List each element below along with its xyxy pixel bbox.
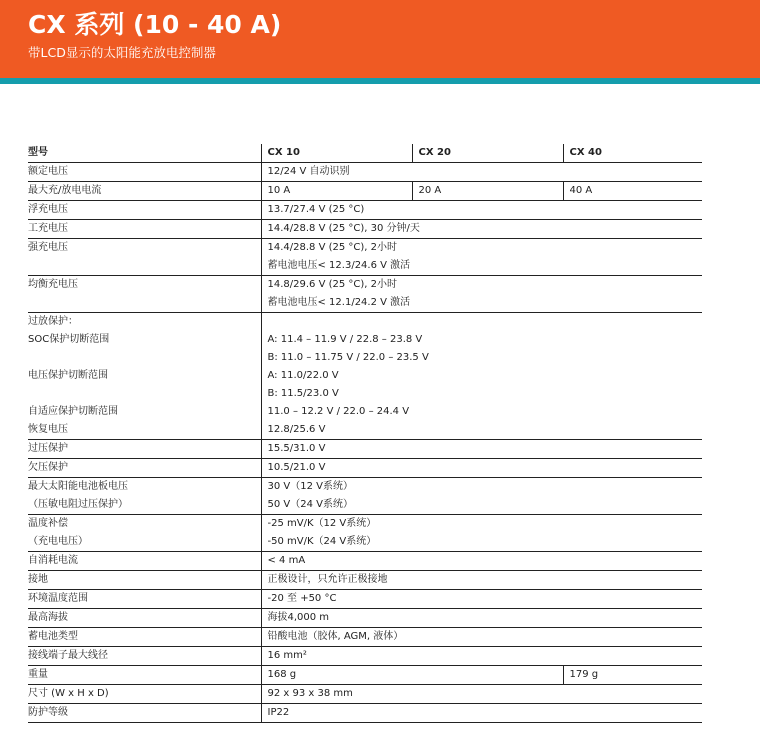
row-value: A: 11.4 – 11.9 V / 22.8 – 23.8 V xyxy=(261,331,702,349)
row-value: -50 mV/K（24 V系统） xyxy=(261,533,702,552)
table-row xyxy=(28,257,702,276)
row-value: 168 g xyxy=(261,666,563,685)
table-row xyxy=(28,349,702,367)
row-label: 过放保护： xyxy=(28,313,261,332)
spec-table xyxy=(28,144,702,723)
row-label: 浮充电压 xyxy=(28,201,261,220)
table-row xyxy=(28,685,702,704)
row-value: 正极设计，只允许正极接地 xyxy=(261,571,702,590)
row-value-cx40: 179 g xyxy=(563,666,702,685)
row-label: 重量 xyxy=(28,666,261,685)
table-row xyxy=(28,163,702,182)
table-row xyxy=(28,496,702,515)
table-row xyxy=(28,313,702,332)
table-row xyxy=(28,590,702,609)
model-label: 型号 xyxy=(28,147,48,158)
row-label xyxy=(28,385,261,403)
row-value: 海拔4,000 m xyxy=(261,609,702,628)
table-row xyxy=(28,571,702,590)
row-label: 额定电压 xyxy=(28,163,261,182)
table-row xyxy=(28,478,702,497)
row-label xyxy=(28,294,261,313)
model-cx10: CX 10 xyxy=(261,144,412,163)
table-row xyxy=(28,367,702,385)
row-value-cx10: 10 A xyxy=(261,182,412,201)
table-row xyxy=(28,440,702,459)
row-label: SOC保护切断范围 xyxy=(28,334,110,345)
row-value: 蓄电池电压< 12.1/24.2 V 激活 xyxy=(261,294,702,313)
table-row xyxy=(28,294,702,313)
row-label: 强充电压 xyxy=(28,239,261,258)
row-label: 自消耗电流 xyxy=(28,552,261,571)
row-value xyxy=(261,313,702,332)
row-value: 92 x 93 x 38 mm xyxy=(261,685,702,704)
row-value: 14.8/29.6 V (25 °C), 2小时 xyxy=(261,276,702,295)
row-value: 14.4/28.8 V (25 °C), 30 分钟/天 xyxy=(261,220,702,239)
row-label: 欠压保护 xyxy=(28,459,261,478)
row-value: < 4 mA xyxy=(261,552,702,571)
table-row xyxy=(28,459,702,478)
table-row xyxy=(28,552,702,571)
row-value: 50 V（24 V系统） xyxy=(261,496,702,515)
row-label: （压敏电阻过压保护） xyxy=(28,499,128,510)
row-value: 16 mm² xyxy=(261,647,702,666)
row-label: 接线端子最大线径 xyxy=(28,647,261,666)
table-row xyxy=(28,239,702,258)
row-label: 接地 xyxy=(28,571,261,590)
header-banner xyxy=(0,0,760,78)
row-value: 15.5/31.0 V xyxy=(261,440,702,459)
row-label: 最大太阳能电池板电压 xyxy=(28,478,261,497)
table-row xyxy=(28,609,702,628)
row-value: -20 至 +50 °C xyxy=(261,590,702,609)
table-row xyxy=(28,666,702,685)
row-label: 环境温度范围 xyxy=(28,590,261,609)
row-value: B: 11.5/23.0 V xyxy=(261,385,702,403)
row-label: 最大充/放电电流 xyxy=(28,182,261,201)
row-label: 工充电压 xyxy=(28,220,261,239)
row-label: 最高海拔 xyxy=(28,609,261,628)
row-value: -25 mV/K（12 V系统） xyxy=(261,515,702,534)
row-label: 过压保护 xyxy=(28,440,261,459)
row-value-cx40: 40 A xyxy=(563,182,702,201)
model-cx40: CX 40 xyxy=(563,144,702,163)
table-row xyxy=(28,331,702,349)
row-label: 自适应保护切断范围 xyxy=(28,406,118,417)
table-row xyxy=(28,704,702,723)
table-header-row xyxy=(28,144,702,163)
row-value: 14.4/28.8 V (25 °C), 2小时 xyxy=(261,239,702,258)
table-row xyxy=(28,385,702,403)
row-value: A: 11.0/22.0 V xyxy=(261,367,702,385)
table-row xyxy=(28,647,702,666)
row-label xyxy=(28,349,261,367)
row-value: 蓄电池电压< 12.3/24.6 V 激活 xyxy=(261,257,702,276)
table-row xyxy=(28,533,702,552)
row-value: B: 11.0 – 11.75 V / 22.0 – 23.5 V xyxy=(261,349,702,367)
row-value-cx20: 20 A xyxy=(412,182,563,201)
table-row xyxy=(28,515,702,534)
row-label: 电压保护切断范围 xyxy=(28,370,108,381)
row-label: 尺寸 (W x H x D) xyxy=(28,685,261,704)
model-cx20: CX 20 xyxy=(412,144,563,163)
row-value: 12/24 V 自动识别 xyxy=(261,163,702,182)
table-row xyxy=(28,276,702,295)
row-label: 均衡充电压 xyxy=(28,276,261,295)
row-label: 温度补偿 xyxy=(28,515,261,534)
row-value: 10.5/21.0 V xyxy=(261,459,702,478)
page-subtitle: 带LCD显示的太阳能充放电控制器 xyxy=(28,45,216,60)
table-row xyxy=(28,182,702,201)
table-row xyxy=(28,201,702,220)
row-label: 恢复电压 xyxy=(28,424,68,435)
table-row xyxy=(28,220,702,239)
row-label: （充电电压） xyxy=(28,536,88,547)
row-value: 铅酸电池（胶体, AGM, 液体） xyxy=(261,628,702,647)
row-value: 30 V（12 V系统） xyxy=(261,478,702,497)
table-row xyxy=(28,403,702,421)
table-row xyxy=(28,628,702,647)
page-title: CX 系列 (10 - 40 A) xyxy=(28,10,282,39)
header-accent-stripe xyxy=(0,78,760,84)
row-value: IP22 xyxy=(261,704,702,723)
table-row xyxy=(28,421,702,440)
row-label xyxy=(28,257,261,276)
row-value: 13.7/27.4 V (25 °C) xyxy=(261,201,702,220)
row-label: 防护等级 xyxy=(28,704,261,723)
row-label: 蓄电池类型 xyxy=(28,628,261,647)
row-value: 12.8/25.6 V xyxy=(261,421,702,440)
row-value: 11.0 – 12.2 V / 22.0 – 24.4 V xyxy=(261,403,702,421)
